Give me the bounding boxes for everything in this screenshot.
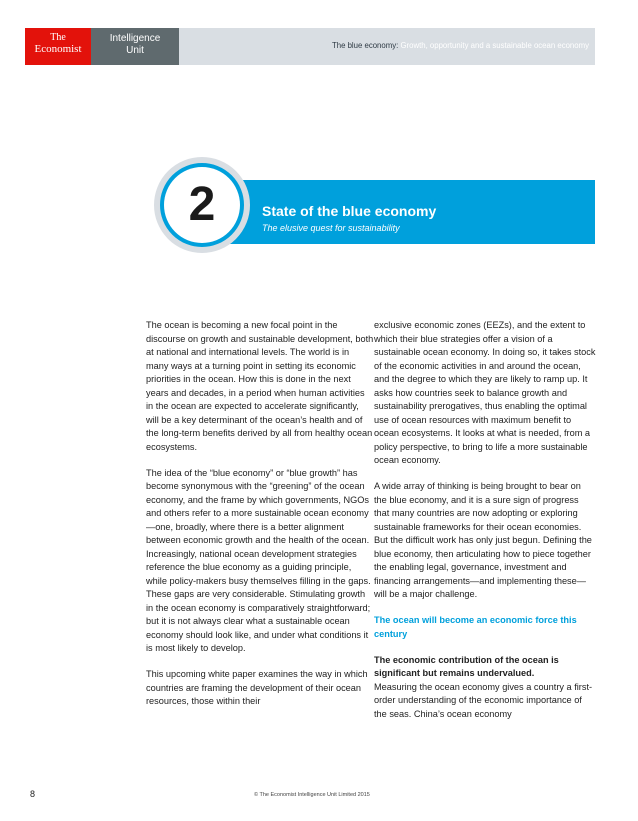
body-paragraph [374,654,596,722]
body-paragraph: This upcoming white paper examines the way in which countries are framing the development of their ocean resources, those within their [146,669,368,706]
economist-logo-line2: Economist [34,43,82,55]
body-column-left [146,319,374,721]
final-paragraph: Measuring the ocean economy gives a country a first-order understanding of the economic importance of the seas. China’s ocean economy [374,681,593,719]
section-subhead: The ocean will become an economic force this century [374,615,577,639]
body-column-right [374,319,596,734]
report-title-main: The blue economy: [331,41,399,50]
economist-logo [25,28,91,65]
chapter-number-circle [164,167,240,243]
header-bar [179,28,595,65]
body-paragraph: exclusive economic zones (EEZs), and the extent to which their blue strategies offer a vision of a sustainable ocean economy. In doing so, it takes stock of the economic activities in and around the ocean, and the degree to which they are likely to ramp up. It asks how countries seek to balance growth and sustainability prerogatives, thus enabling the optimal use of ocean resources with maximum benefit to ocean ecosystems. It looks at what is needed, from a policy perspective, to bring to life a more sustainable ocean economy. [374,320,596,465]
body-paragraph: The idea of the “blue economy” or “blue growth” has become synonymous with the “greening” of the ocean economy, and the frame by which governments, NGOs and others refer to a more sustainable ocean economy—one, broadly, where there is a better alignment between economic growth and the health of the ocean. Increasingly, national ocean development strategies reference the blue economy as a guiding principle, while policy-makers busy themselves filling in the gaps. These gaps are very considerable. Stimulating growth in the ocean economy is comparatively straightforward; but it is not always clear what a sustainable ocean economy should look like, and under what conditions it is most likely to develop. [146,467,371,653]
chapter-number: 2 [188,178,216,231]
report-title [332,41,589,50]
economist-logo-line1: The [50,32,66,43]
chapter-number-badge [154,157,250,253]
copyright: © The Economist Intelligence Unit Limited 2015 [254,792,370,798]
page-number: 8 [30,789,36,799]
chapter-title: State of the blue economy [262,203,437,219]
eiu-logo [91,28,179,65]
body-paragraph: A wide array of thinking is being brought to bear on the blue economy, and it is a sure sign of progress that many countries are now adopting or exploring sustainable frameworks for their ocean economies. But the difficult work has only just begun. Defining the blue economy, then articulating how to piece together the enabling legal, governance, investment and financing arrangements—and implementing these—will be a major challenge. [374,481,592,599]
page-header [25,28,595,65]
eiu-logo-line1: Intelligence [109,33,161,44]
bold-lead: The economic contribution of the ocean is significant but remains undervalued. [374,654,559,678]
chapter-subtitle: The elusive quest for sustainability [262,223,400,233]
body-paragraph: The ocean is becoming a new focal point in the discourse on growth and sustainable development, both at national and international levels. The world is in many ways at a turning point in setting its economic priorities in the ocean. How this is done in the next years and decades, in a period when human activities in the ocean are expected to accelerate significantly, will be a key determinant of the ocean’s health and of the long-term benefits derived by all from healthy ocean ecosystems. [146,320,374,452]
report-title-sub: Growth, opportunity and a sustainable ocean economy [400,41,589,50]
eiu-logo-line2: Unit [126,45,144,56]
